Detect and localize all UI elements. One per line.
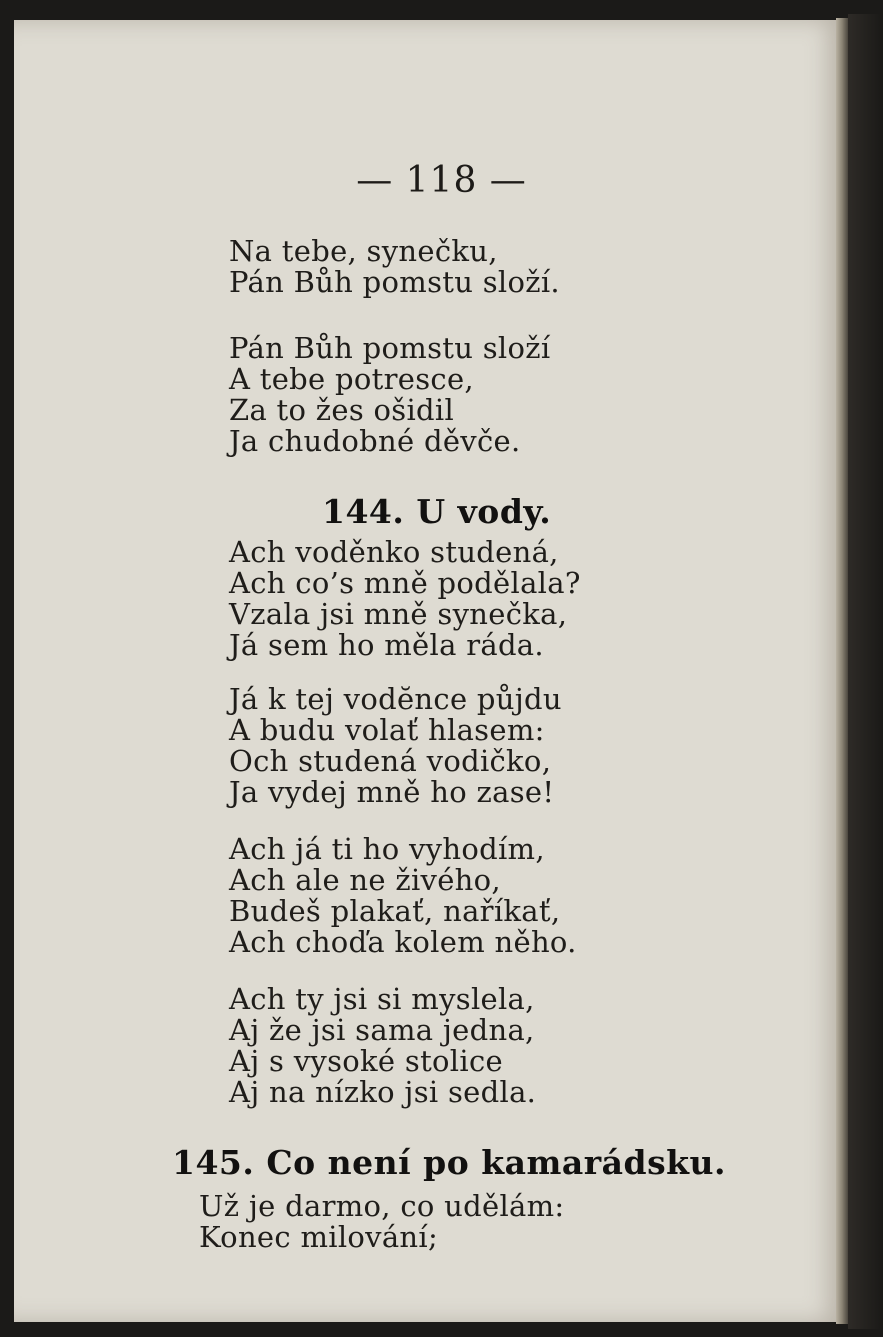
verse-line: Ja vydej mně ho zase! (229, 775, 555, 809)
verse-line: Pán Bůh pomstu složí (229, 331, 551, 365)
song-144-title: 144. U vody. (322, 492, 552, 531)
verse-line: Za to žes ošidil (229, 393, 455, 427)
verse-line: Pán Bůh pomstu složí. (229, 265, 560, 299)
song-144-stanza-1 (229, 537, 581, 661)
verse-line: Aj na nízko jsi sedla. (229, 1075, 537, 1109)
verse-line: Budeš plakať, naříkať, (229, 894, 561, 928)
verse-line: Já sem ho měla ráda. (229, 628, 544, 662)
verse-line: Aj s vysoké stolice (229, 1044, 503, 1078)
verse-line: Vzala jsi mně synečka, (229, 597, 568, 631)
song-144-stanza-3 (229, 834, 577, 958)
book-spine (848, 14, 883, 1329)
verse-line: Já k tej vodĕnce půjdu (229, 682, 562, 716)
book-page (14, 20, 846, 1322)
verse-line: A budu volať hlasem: (229, 713, 545, 747)
verse-line: Na tebe, synečku, (229, 234, 498, 268)
page-number: — 118 — (356, 160, 527, 201)
song-144-stanza-2 (229, 684, 562, 808)
verse-line: A tebe potresce, (229, 362, 474, 396)
intro-stanza-1 (229, 236, 560, 298)
song-144-stanza-4 (229, 984, 536, 1108)
verse-line: Konec milování; (199, 1220, 439, 1254)
verse-line: Už je darmo, co udělám: (199, 1189, 565, 1223)
intro-stanza-2 (229, 333, 550, 457)
page-gutter (836, 18, 848, 1324)
verse-line: Ach voděnko studená, (229, 535, 559, 569)
verse-line: Ach ale ne živého, (229, 863, 501, 897)
verse-line: Och studená vodičko, (229, 744, 552, 778)
verse-line: Ach choďa kolem něho. (229, 925, 577, 959)
verse-line: Ja chudobné děvče. (229, 424, 521, 458)
verse-line: Ach já ti ho vyhodím, (229, 832, 545, 866)
verse-line: Ach co’s mně podělala? (229, 566, 581, 600)
song-145-stanza-1 (199, 1191, 564, 1253)
verse-line: Aj že jsi sama jedna, (229, 1013, 535, 1047)
verse-line: Ach ty jsi si myslela, (229, 982, 535, 1016)
song-145-title: 145. Co není po kamarádsku. (172, 1143, 727, 1182)
